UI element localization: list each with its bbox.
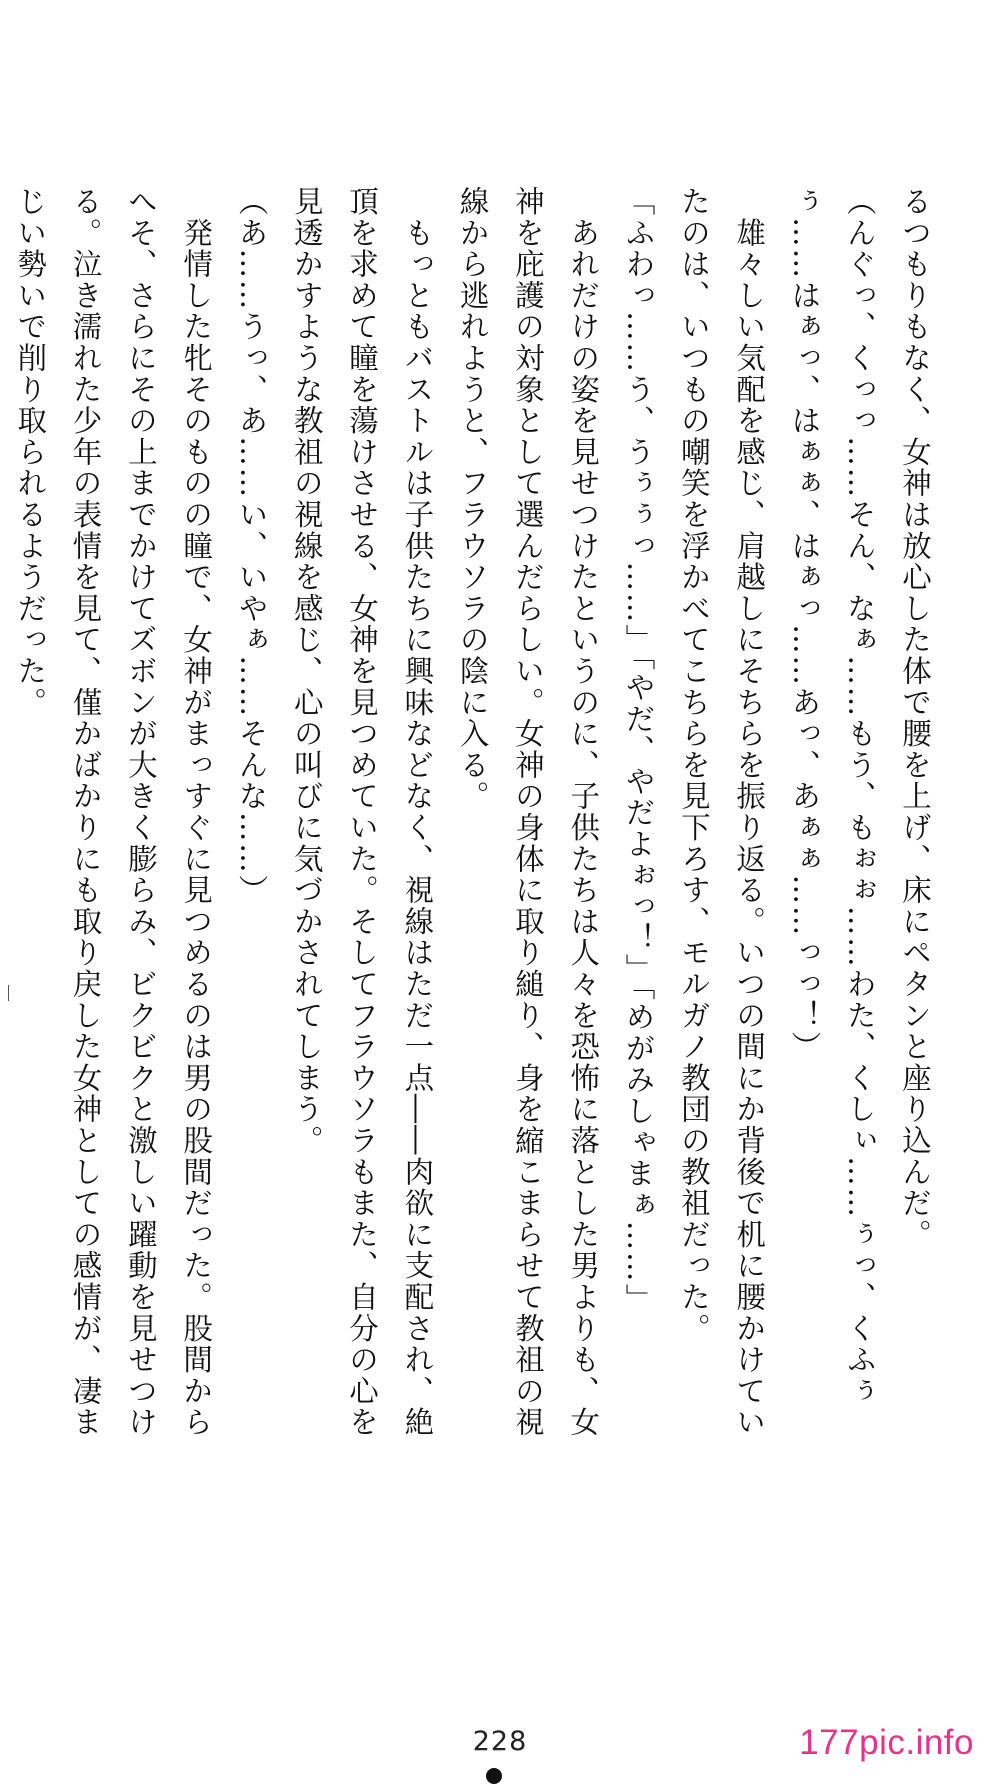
paragraph: 発情した牝そのものの瞳で、女神がまっすぐに見つめるのは男の股間だった。股間からへそ、さらにその上までかけてズボンが大きく膨らみ、ビクビクと激しい躍動を見せつける。泣き濡れた少年の表情を見て、僅かばかりにも取り戻した女神としての感情が、凄まじい勢いで削り取られるようだった。 xyxy=(13,186,214,1438)
page-edge-mark xyxy=(8,985,9,1001)
paragraph: るつもりもなく、女神は放心した体で腰を上げ、床にペタンと座り込んだ。 xyxy=(898,186,932,1251)
paragraph: あれだけの姿を見せつけたというのに、子供たちは人々を恐怖に落とした男よりも、女神を庇護の対象として選んだらしい。女神の身体に取り縋り、身を縮こまらせて教祖の視線から逃れようと、フラウソラの陰に入る。 xyxy=(455,186,601,1438)
paragraph xyxy=(0,186,2,1466)
paragraph: （んぐっ、くっっ……そん、なぁ……もう、もぉぉ……わた、くしぃ……ぅっ、くふぅぅ……はぁっ、はぁぁ、はぁっ……あっ、あぁぁ……っっ！） xyxy=(787,186,877,1407)
watermark: 177pic.info xyxy=(799,1723,974,1762)
paragraph: （あ……うっ、あ……い、いやぁ……そんな……） xyxy=(234,186,269,906)
vertical-text-body xyxy=(13,186,942,1466)
page-number-dot-icon xyxy=(486,1768,502,1784)
paragraph: 雄々しい気配を感じ、肩越しにそちらを振り返る。いつの間にか背後で机に腰かけていたのは、いつもの嘲笑を浮かべてこちらを見下ろす、モルガノ教団の教祖だった。 xyxy=(676,186,767,1438)
paragraph: もっともバストルは子供たちに興味などなく、視線はただ一点――肉欲に支配され、絶頂を求めて瞳を蕩けさせる、女神を見つめていた。そしてフラウソラもまた、自分の心を見透かすような教祖の視線を感じ、心の叫びに気づかされてしまう。 xyxy=(289,186,435,1438)
paragraph: 「ふわっ……う、うぅぅっ……」「やだ、やだよぉっ！」「めがみしゃまぁ……」 xyxy=(621,186,656,1315)
page-number: 228 xyxy=(472,1726,528,1757)
